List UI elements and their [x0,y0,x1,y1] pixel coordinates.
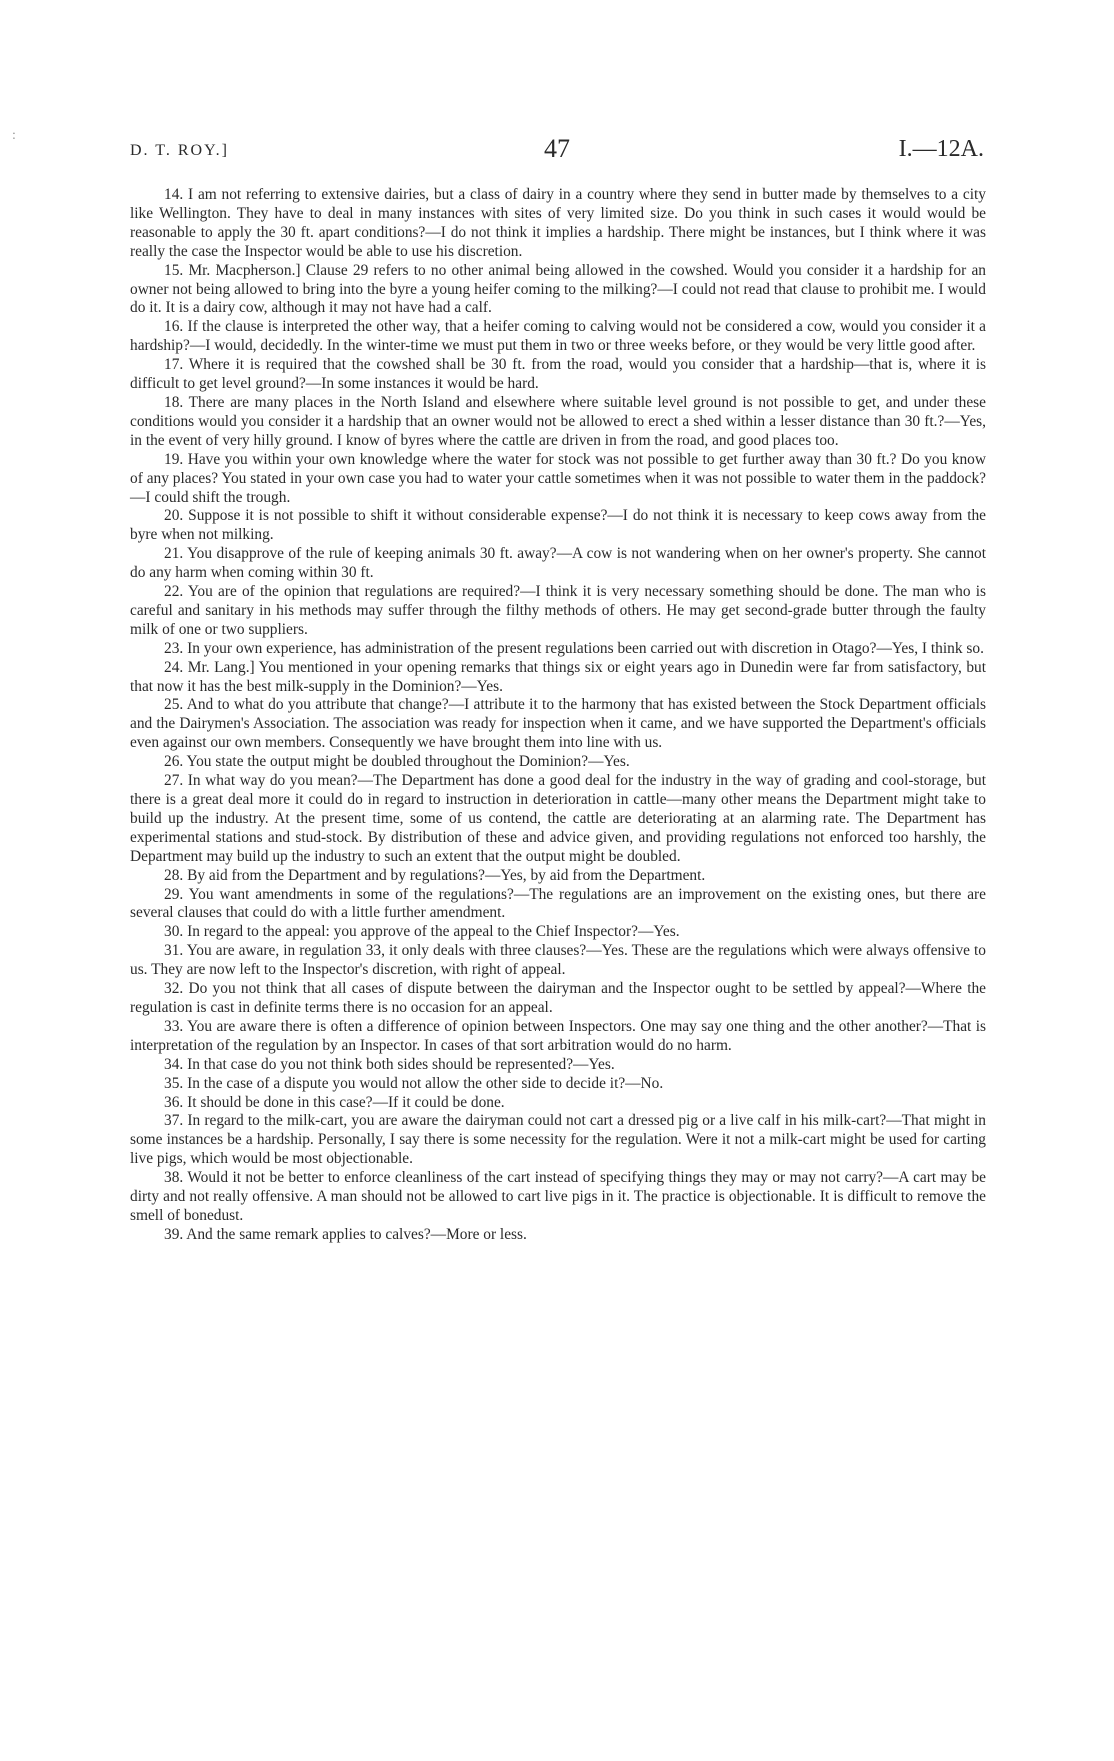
document-reference: I.—12A. [898,136,984,162]
paragraph-q26: 26. You state the output might be doubled throughout the Dominion?—Yes. [164,753,630,771]
paragraph-q29: 29. You want amendments in some of the regulations?—The regulations are an improvement on the existing ones, but there are several clauses that could do with a little further amendment. [130,885,986,922]
paragraph-q20: 20. Suppose it is not possible to shift it without considerable expense?—I do not think it is necessary to keep cows away from the byre when not milking. [130,507,986,544]
paragraph-q14: 14. I am not referring to extensive dairies, but a class of dairy in a country where they send in butter made by themselves to a city like Wellington. They have to deal in many instances with sites of very limited size. Do you think in such cases it would would be reasonable to apply the 30 ft. apart conditions?—I do not think it implies a hardship. There might be instances, but I think where it was really the case the Inspector would be able to use his discretion. [130,186,986,260]
paragraph-q25: 25. And to what do you attribute that change?—I attribute it to the harmony that has existed between the Stock Department officials and the Dairymen's Association. The association was ready for inspection when it came, and we have supported the Department's officials even against our own members. Consequently we have brought them into line with us. [130,696,986,752]
paragraph-q18: 18. There are many places in the North Island and elsewhere where suitable level ground is not possible to get, and under these conditions would you consider it a hardship that an owner would not be allowed to erect a shed within a lesser distance than 30 ft.?—Yes, in the event of very hilly ground. I know of byres where the cattle are driven in from the road, and good places too. [130,393,986,449]
page-header [130,134,984,174]
running-head-witness: D. T. ROY.] [130,142,229,159]
paragraph-q36: 36. It should be done in this case?—If it could be done. [164,1093,505,1111]
page-number: 47 [544,134,570,163]
paragraph-q33: 33. You are aware there is often a difference of opinion between Inspectors. One may say one thing and the other another?—That is interpretation of the regulation by an Inspector. In cases of that sort arbitration would do no harm. [130,1017,986,1054]
paragraph-q27: 27. In what way do you mean?—The Department has done a good deal for the industry in the way of grading and cool-storage, but there is a great deal more it could do in regard to instruction in deterioration in cattle—many other means the Department might take to build up the industry. At the present time, some of us contend, the cattle are deteriorating at an alarming rate. The Department has experimental stations and stud-stock. By distribution of these and advice given, and providing regulations not enforced too harshly, the Department may build up the industry to such an extent that the output might be doubled. [130,772,986,865]
paragraph-q35: 35. In the case of a dispute you would not allow the other side to decide it?—No. [164,1074,664,1092]
paragraph-q21: 21. You disapprove of the rule of keeping animals 30 ft. away?—A cow is not wandering when on her owner's property. She cannot do any harm when coming within 30 ft. [130,545,986,582]
testimony-body [130,186,986,1245]
paragraph-q38: 38. Would it not be better to enforce cleanliness of the cart instead of specifying things they may or may not carry?—A cart may be dirty and not really offensive. A man should not be allowed to cart live pigs in it. The practice is objectionable. It is difficult to remove the smell of bonedust. [130,1169,986,1224]
paragraph-q19: 19. Have you within your own knowledge where the water for stock was not possible to get further away than 30 ft.? Do you know of any places? You stated in your own case you had to water your cattle sometimes when it was not possible to water them in the paddock?—I could shift the trough. [130,450,986,506]
paragraph-q16: 16. If the clause is interpreted the other way, that a heifer coming to calving would not be considered a cow, would you consider it a hardship?—I would, decidedly. In the winter-time we must put them in two or three weeks before, or they would be very little good after. [130,318,986,355]
paragraph-q30: 30. In regard to the appeal: you approve of the appeal to the Chief Inspector?—Yes. [164,923,680,941]
paragraph-q34: 34. In that case do you not think both sides should be represented?—Yes. [164,1055,615,1073]
paragraph-q17: 17. Where it is required that the cowshed shall be 30 ft. from the road, would you consider that a hardship—that is, where it is difficult to get level ground?—In some instances it would be hard. [130,356,986,393]
paragraph-q15: 15. Mr. Macpherson.] Clause 29 refers to no other animal being allowed in the cowshed. Would you consider it a hardship for an owner not being allowed to bring into the byre a young heifer coming to the milking?—I could not read that clause to prohibit me. I would do it. It is a dairy cow, although it may not have had a calf. [130,261,986,317]
paragraph-q37: 37. In regard to the milk-cart, you are aware the dairyman could not cart a dressed pig or a live calf in his milk-cart?—That might in some instances be a hardship. Personally, I say there is some necessity for the regulation. Were it not a milk-cart might be used for carting live pigs, which would be most objectionable. [130,1112,986,1168]
paragraph-q22: 22. You are of the opinion that regulations are required?—I think it is very necessary something should be done. The man who is careful and sanitary in his methods may suffer through the filthy methods of others. He may get second-grade butter through the faulty milk of one or two suppliers. [130,583,986,638]
paragraph-q32: 32. Do you not think that all cases of dispute between the dairyman and the Inspector ought to be settled by appeal?—Where the regulation is cast in definite terms there is no occasion for an appeal. [130,980,986,1016]
paragraph-q28: 28. By aid from the Department and by regulations?—Yes, by aid from the Department. [164,866,706,884]
paragraph-q39: 39. And the same remark applies to calves?—More or less. [164,1225,527,1243]
paragraph-q23: 23. In your own experience, has administration of the present regulations been carried out with discretion in Otago?—Yes, I think so. [164,639,984,657]
margin-mark: : [12,128,16,143]
paragraph-q31: 31. You are aware, in regulation 33, it only deals with three clauses?—Yes. These are the regulations which were always offensive to us. They are now left to the Inspector's discretion, with right of appeal. [130,942,986,979]
paragraph-q24: 24. Mr. Lang.] You mentioned in your opening remarks that things six or eight years ago in Dunedin were far from satisfactory, but that now it has the best milk-supply in the Dominion?—Yes. [130,658,986,695]
